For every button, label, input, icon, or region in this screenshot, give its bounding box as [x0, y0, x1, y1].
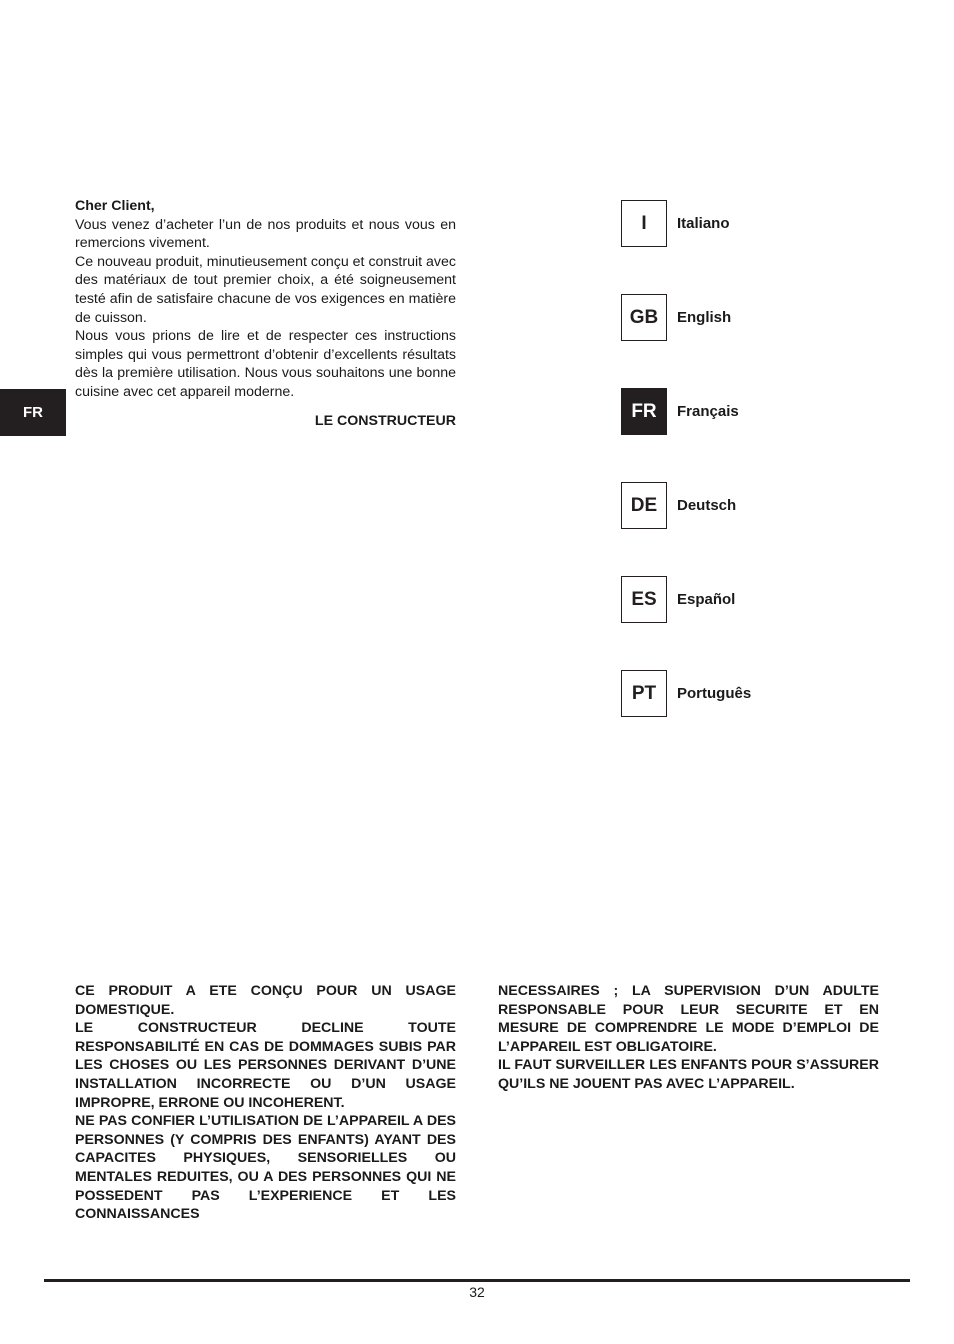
language-side-tab: FR: [0, 389, 66, 436]
warning-paragraph: IL FAUT SURVEILLER LES ENFANTS POUR S’ASSURER QU’ILS NE JOUENT PAS AVEC L’APPAREIL.: [498, 1057, 879, 1092]
safety-warning-left: [75, 982, 456, 1224]
language-code-box: PT: [621, 670, 667, 717]
intro-letter: [75, 197, 456, 430]
language-item-english[interactable]: [621, 294, 921, 341]
language-name: Português: [677, 685, 752, 702]
warning-paragraph: NECESSAIRES ; LA SUPERVISION D’UN ADULTE RESPONSABLE POUR LEUR SECURITE ET EN MESURE DE COMPRENDRE LE MODE D’EMPLOI DE L’APPAREIL EST OBLIGATOIRE.: [498, 983, 879, 1055]
language-name: Italiano: [677, 215, 730, 232]
language-name: Français: [677, 403, 739, 420]
language-item-espanol[interactable]: [621, 576, 921, 623]
language-name: Español: [677, 591, 736, 608]
intro-paragraph: Nous vous prions de lire et de respecter ces instructions simples qui vous permettront d’obtenir d’excellents résultats dès la première utilisation. Nous vous souhaitons une bonne cuisine avec cet appareil moderne.: [75, 328, 456, 400]
language-code-box: I: [621, 200, 667, 247]
language-item-deutsch[interactable]: [621, 482, 921, 529]
language-item-portugues[interactable]: [621, 670, 921, 717]
language-code-box: GB: [621, 294, 667, 341]
language-name: English: [677, 309, 732, 326]
footer-divider: [44, 1279, 910, 1282]
language-name: Deutsch: [677, 497, 737, 514]
intro-paragraph: Vous venez d’acheter l’un de nos produits et nous vous en remercions vivement.: [75, 216, 456, 252]
safety-warning-right: [498, 982, 879, 1094]
language-item-italiano[interactable]: [621, 200, 921, 247]
greeting: Cher Client,: [75, 198, 155, 214]
intro-paragraph: Ce nouveau produit, minutieusement conçu et construit avec des matériaux de tout premier choix, a été soigneusement testé afin de satisfaire chacune de vos exigences en matière de cuisson.: [75, 253, 456, 326]
warning-paragraph: CE PRODUIT A ETE CONÇU POUR UN USAGE DOMESTIQUE.: [75, 983, 456, 1018]
language-item-francais[interactable]: [621, 388, 921, 435]
warning-paragraph: NE PAS CONFIER L’UTILISATION DE L’APPAREIL A DES PERSONNES (Y COMPRIS DES ENFANTS) AYANT DES CAPACITES PHYSIQUES, SENSORIELLES OU MENTALES REDUITES, OU A DES PERSONNES QUI NE POSSEDENT PAS L’EXPERIENCE ET LES CONNAISSANCES: [75, 1113, 456, 1223]
signature: LE CONSTRUCTEUR: [314, 412, 456, 429]
warning-paragraph: LE CONSTRUCTEUR DECLINE TOUTE RESPONSABILITÉ EN CAS DE DOMMAGES SUBIS PAR LES CHOSES OU LES PERSONNES DERIVANT D’UNE INSTALLATION INCORRECTE OU D’UN USAGE IMPROPRE, ERRONE OU INCOHERENT.: [75, 1020, 456, 1111]
language-code-box-active: FR: [621, 388, 667, 435]
language-code-box: ES: [621, 576, 667, 623]
page-number: 32: [469, 1284, 485, 1300]
language-code-box: DE: [621, 482, 667, 529]
